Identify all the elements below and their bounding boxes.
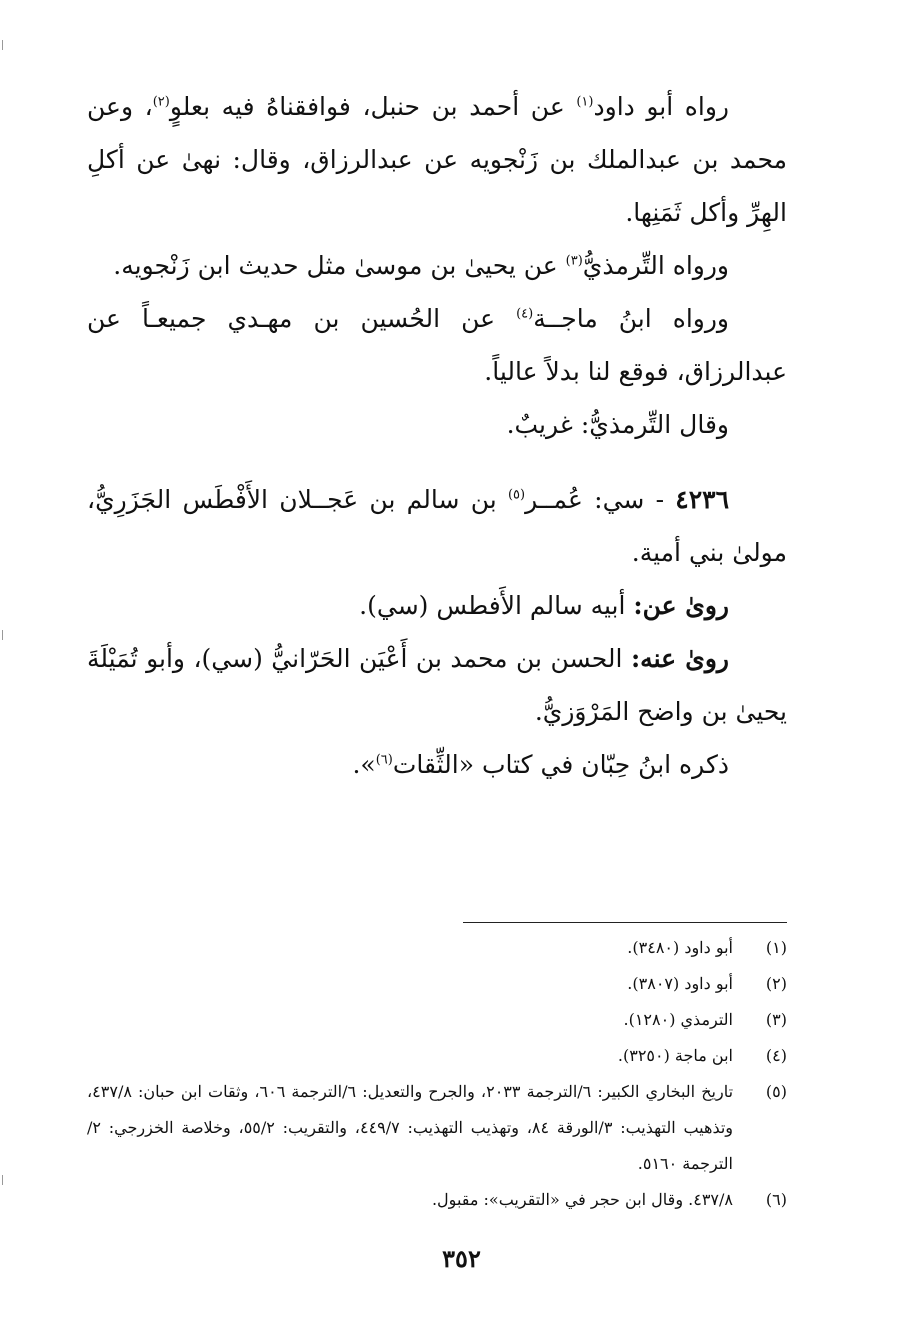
scan-edge-mark (2, 40, 3, 50)
narrated-from: روىٰ عن: أبيه سالم الأَفطس (سي). (359, 591, 729, 620)
footnote-5: (٥) تاريخ البخاري الكبير: ٦/الترجمة ٢٠٣٣، والجرح والتعديل: ٦/الترجمة ٦٠٦، وثقات ابن حبان: ٤٣٧/٨، وتذهيب التهذيب: ٣/الورقة ٨٤، وتهذيب التهذيب: ٤٤٩/٧، والتقريب: ٥٥/٢، وخلاصة الخزرجي: ٢/الترجمة ٥١٦٠. (87, 1082, 787, 1173)
entry-number: ٤٢٣٦ (675, 485, 729, 514)
mentioned-by-ibn-hibban: ذكره ابنُ حِبّان في كتاب «الثِّقات$^{(٦)}$». (352, 750, 729, 779)
scan-edge-mark (2, 1175, 3, 1185)
footnote-1: (١) أبو داود (٣٤٨٠). (627, 938, 787, 957)
footnote-ref-3[interactable]: (٣) (565, 253, 583, 269)
biography-entry-heading: ٤٢٣٦ - سي: عُمــر$^{(٥)}$ بن سالم بن عَجــلان الأَفْطَس الجَزَرِيُّ، مولىٰ بني أمية. (87, 485, 787, 567)
footnote-4: (٤) ابن ماجة (٣٢٥٠). (617, 1046, 787, 1065)
footnote-ref-1[interactable]: (١) (576, 94, 594, 110)
footnote-ref-5[interactable]: (٥) (507, 487, 526, 503)
paragraph-abu-dawud: رواه أبو داود$^{(١)}$ عن أحمد بن حنبل، فوافقناهُ فيه بعلوٍ$^{(٢)}$، وعن محمد بن عبدالملك بن زَنْجويه عن عبدالرزاق، وقال: نهىٰ عن أكلِ الهِرِّ وأكل ثَمَنِها. (87, 92, 787, 227)
paragraph-ibn-majah: ورواه ابنُ ماجــة$^{(٤)}$ عن الحُسين بن مهـدي جميعـاً عن عبدالرزاق، فوقع لنا بدلاً عالياً. (87, 304, 787, 386)
footnote-ref-6[interactable]: (٦) (375, 752, 393, 768)
paragraph-tirmidhi: ورواه التِّرمذيُّ$^{(٣)}$ عن يحيىٰ بن موسىٰ مثل حديث ابن زَنْجويه. (113, 251, 729, 280)
footnote-separator (463, 922, 787, 923)
page-number: ٣٥٢ (442, 1244, 481, 1273)
narrated-by: روىٰ عنه: الحسن بن محمد بن أَعْيَن الحَرّانيُّ (سي)، وأبو تُمَيْلَةَ يحيىٰ بن واضح المَرْوَزيُّ. (87, 644, 787, 726)
footnote-ref-2[interactable]: (٢) (152, 94, 170, 110)
scan-edge-mark (2, 630, 3, 640)
footnote-6: (٦) ٤٣٧/٨. وقال ابن حجر في «التقريب»: مقبول. (431, 1190, 787, 1209)
paragraph-tirmidhi-gharib: وقال التِّرمذيُّ: غريبٌ. (506, 410, 729, 439)
main-text (87, 80, 787, 791)
footnote-ref-4[interactable]: (٤) (516, 306, 534, 322)
footnote-2: (٢) أبو داود (٣٨٠٧). (627, 974, 787, 993)
footnotes (87, 930, 787, 1218)
footnote-3: (٣) الترمذي (١٢٨٠). (623, 1010, 787, 1029)
narrated-from-label: روىٰ عن: (633, 591, 729, 620)
narrated-by-label: روىٰ عنه: (630, 644, 729, 673)
